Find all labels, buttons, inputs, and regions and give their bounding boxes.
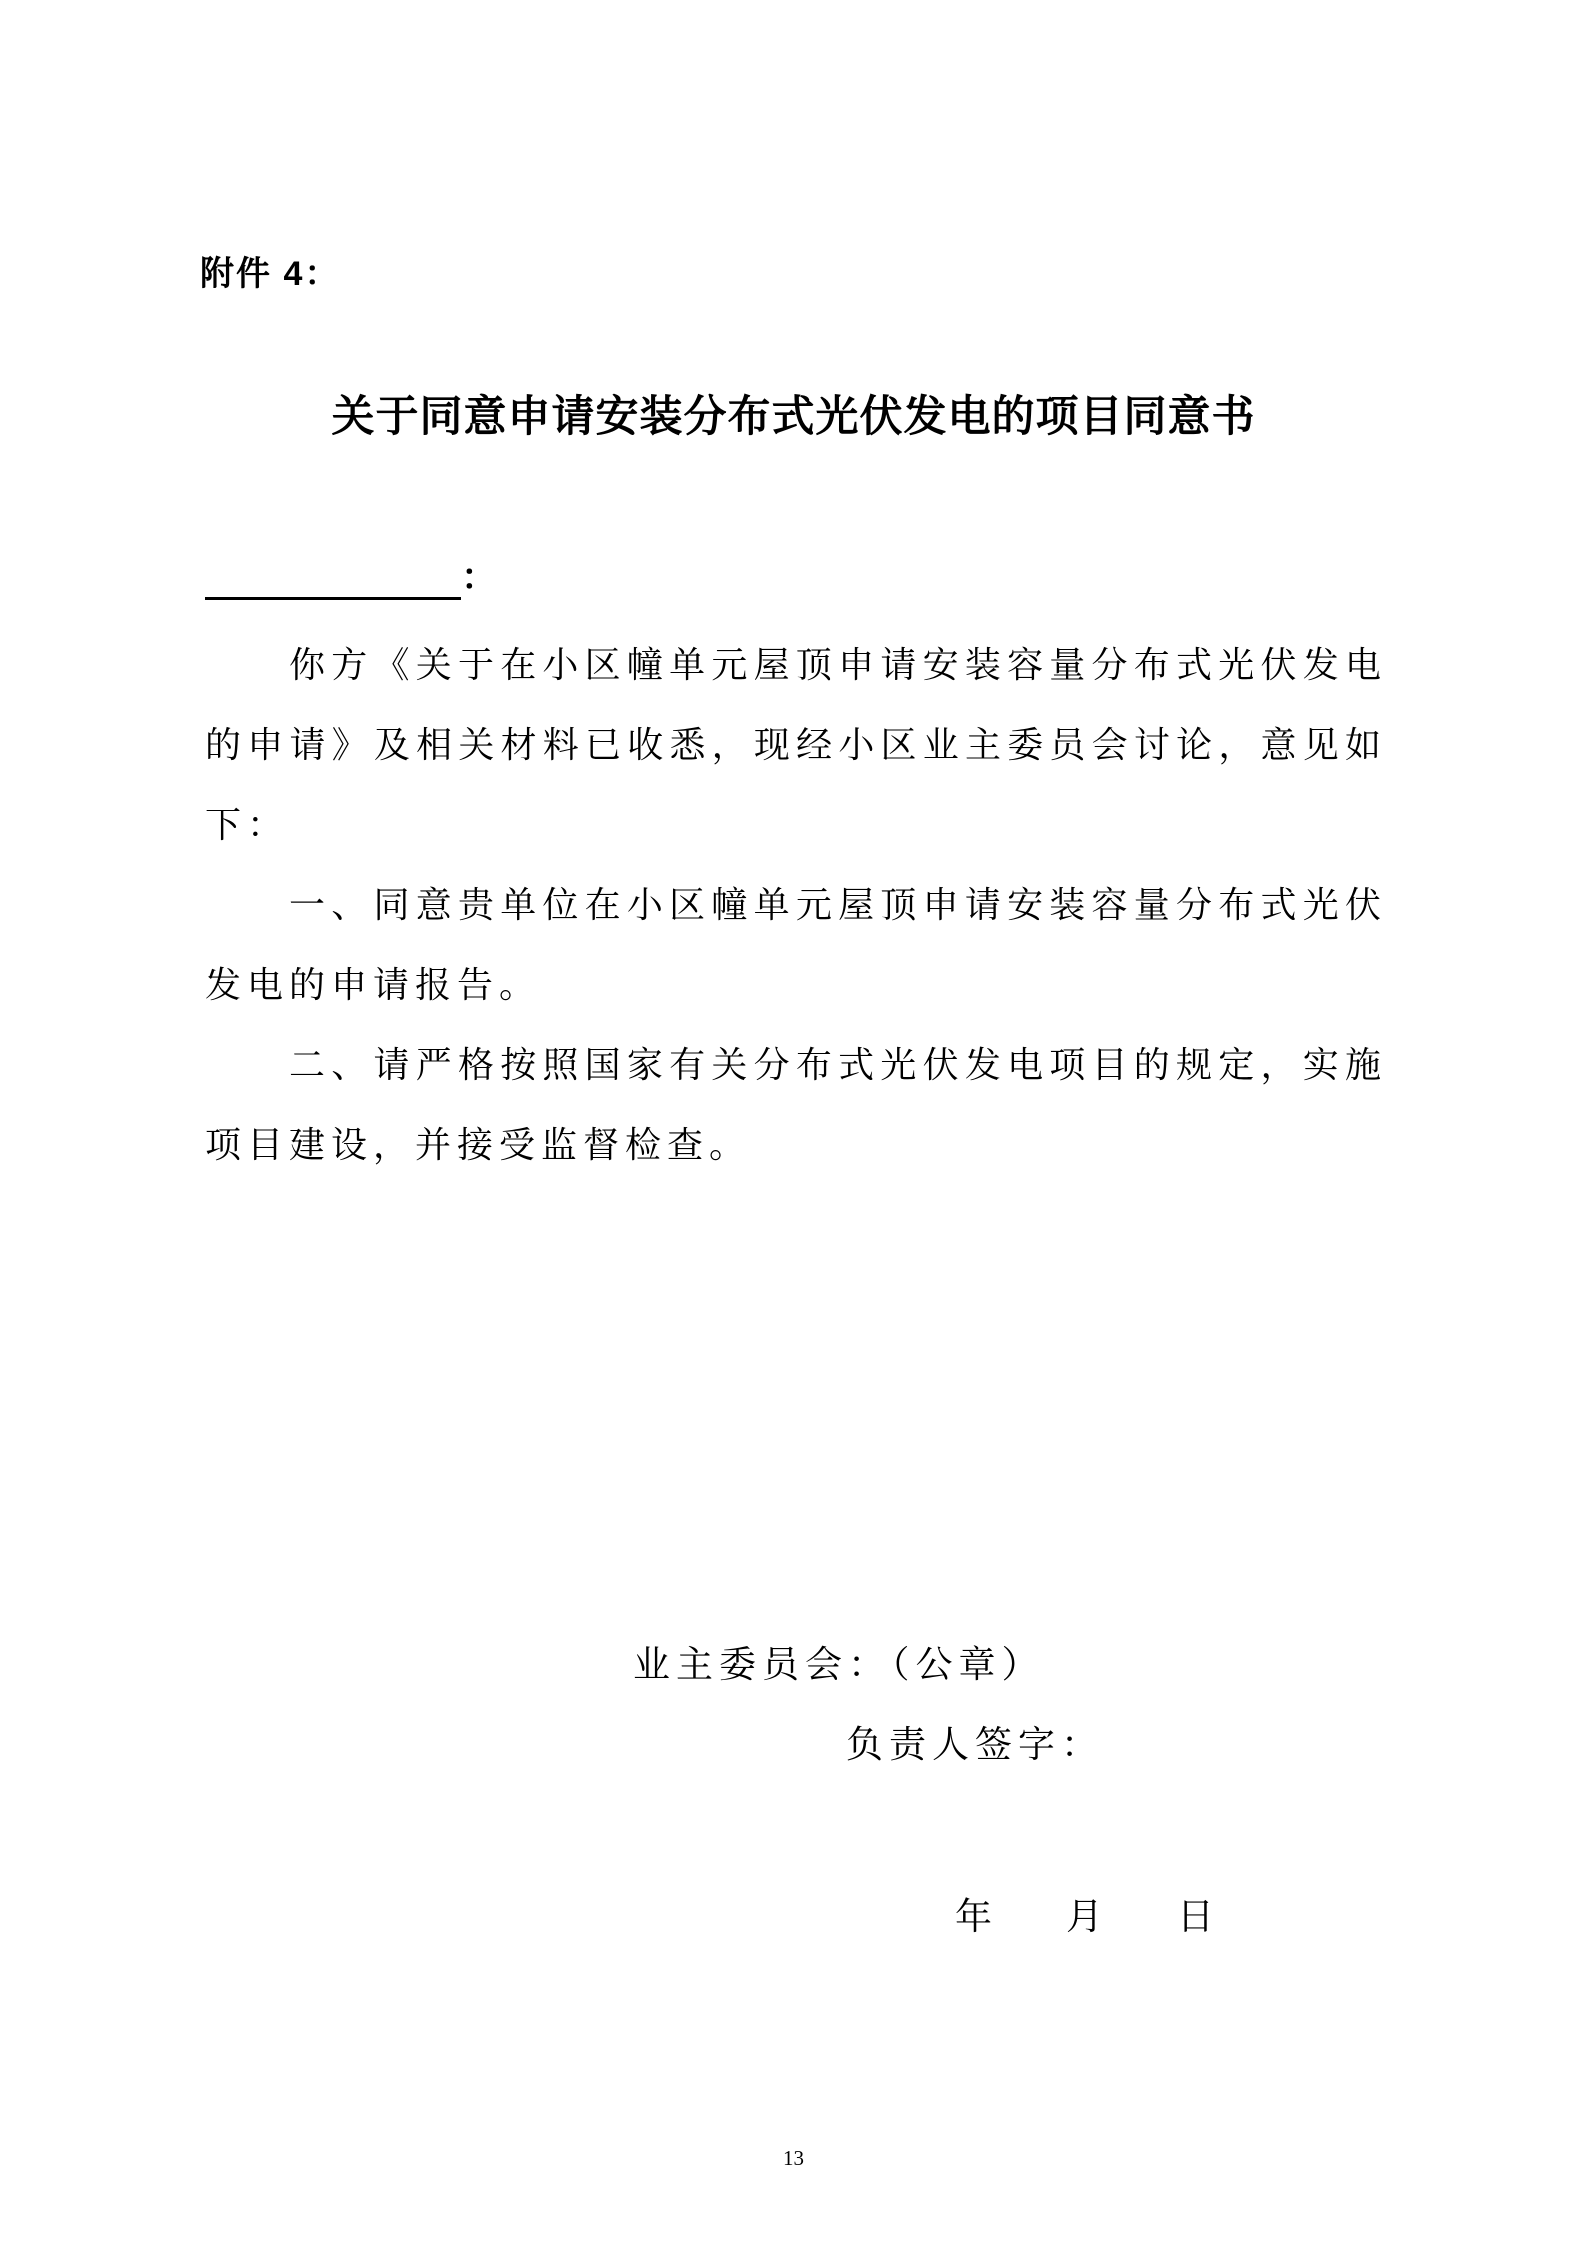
document-title: 关于同意申请安装分布式光伏发电的项目同意书 [331, 393, 1256, 441]
signature-committee-line: 业主委员会：（公章） [633, 1645, 1045, 1686]
paragraph-item-two: 二、请严格按照国家有关分布式光伏发电项目的规定，实施项目建设，并接受监督检查。 [205, 1045, 1387, 1165]
page-number: 13 [783, 2146, 804, 2170]
salutation-colon: ： [461, 556, 498, 597]
date-line: 年 月 日 [955, 1897, 1214, 1938]
signature-signer-line: 负责人签字： [846, 1725, 1104, 1766]
blank-underline [205, 557, 461, 600]
document-body [205, 625, 1387, 1185]
paragraph-intro: 你方《关于在小区幢单元屋顶申请安装容量分布式光伏发电的申请》及相关材料已收悉，现经小区业主委员会讨论，意见如下： [205, 645, 1387, 845]
paragraph-item-one: 一、同意贵单位在小区幢单元屋顶申请安装容量分布式光伏发电的申请报告。 [205, 885, 1387, 1005]
salutation-line [205, 554, 497, 600]
attachment-label: 附件 4： [200, 255, 341, 293]
